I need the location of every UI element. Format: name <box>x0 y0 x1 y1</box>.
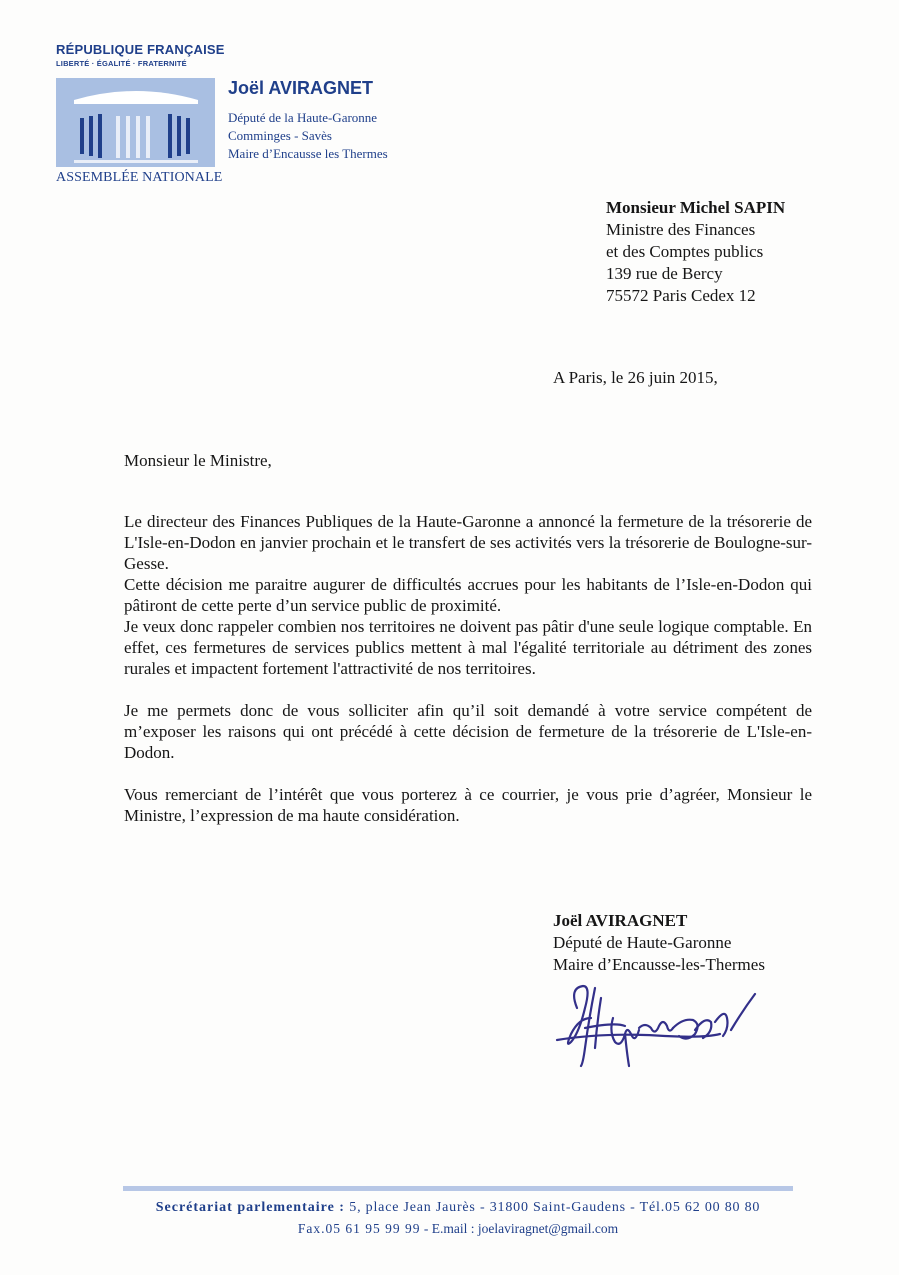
footer-address-text: 5, place Jean Jaurès - 31800 Saint-Gaudens - Tél.05 62 00 80 80 <box>344 1200 761 1215</box>
date-line: A Paris, le 26 juin 2015, <box>553 368 718 387</box>
signatory-mayor: Maire d’Encausse-les-Thermes <box>553 955 765 974</box>
signatory-title: Député de Haute-Garonne <box>553 933 732 952</box>
footer-email: - E.mail : joelaviragnet@gmail.com <box>420 1221 619 1236</box>
republic-title: RÉPUBLIQUE FRANÇAISE <box>56 42 225 57</box>
body-paragraph: Je me permets donc de vous solliciter afin qu’il soit demandé à votre service compétent de m’exposer les raisons qui ont précédé à cette décision de fermeture de la trésorerie de L'Isle-en-Dodon. <box>124 701 812 762</box>
hemicycle-icon <box>56 78 215 167</box>
deputy-name: Joël AVIRAGNET <box>228 78 374 98</box>
recipient-name: Monsieur Michel SAPIN <box>606 198 786 217</box>
deputy-constituency: Comminges - Savès <box>228 128 332 143</box>
recipient-line: et des Comptes publics <box>606 242 764 261</box>
institution-name: ASSEMBLÉE NATIONALE <box>56 170 223 185</box>
body-paragraph: Je veux donc rappeler combien nos territoires ne doivent pas pâtir d'une seule logique comptable. En effet, ces fermetures de services publics mettent à mal l'égalité territoriale au détriment des zones rurales et impactent fortement l'attractivité de nos territoires. <box>124 617 812 678</box>
assemblee-nationale-logo <box>56 78 215 167</box>
handwritten-signature <box>555 978 765 1073</box>
footer-fax: Fax.05 61 95 99 99 <box>297 1221 421 1236</box>
republic-motto: LIBERTÉ · ÉGALITÉ · FRATERNITÉ <box>56 59 187 68</box>
body-paragraph: Cette décision me paraitre augurer de difficultés accrues pour les habitants de l’Isle-en-Dodon qui pâtiront de cette perte d’un service public de proximité. <box>124 575 812 615</box>
footer-contact <box>0 1221 899 1237</box>
footer-label: Secrétariat parlementaire : <box>155 1200 345 1215</box>
footer-address <box>0 1200 899 1216</box>
body-paragraph: Vous remerciant de l’intérêt que vous porterez à ce courrier, je vous prie d’agréer, Monsieur le Ministre, l’expression de ma haute considération. <box>124 785 812 825</box>
recipient-line: 139 rue de Bercy <box>606 264 723 283</box>
recipient-line: 75572 Paris Cedex 12 <box>606 286 756 305</box>
recipient-line: Ministre des Finances <box>606 220 756 239</box>
deputy-mayor: Maire d’Encausse les Thermes <box>228 146 388 161</box>
letter-body <box>124 511 812 826</box>
deputy-title: Député de la Haute-Garonne <box>228 110 378 125</box>
footer-divider <box>123 1186 793 1191</box>
recipient-address <box>606 197 785 307</box>
salutation: Monsieur le Ministre, <box>124 451 272 470</box>
body-paragraph: Le directeur des Finances Publiques de la Haute-Garonne a annoncé la fermeture de la trésorerie de L'Isle-en-Dodon en janvier prochain et le transfert de ses activités vers la trésorerie de Boulogne-sur-Gesse. <box>124 512 812 573</box>
signatory-name: Joël AVIRAGNET <box>553 911 688 930</box>
signature-block <box>553 910 765 976</box>
